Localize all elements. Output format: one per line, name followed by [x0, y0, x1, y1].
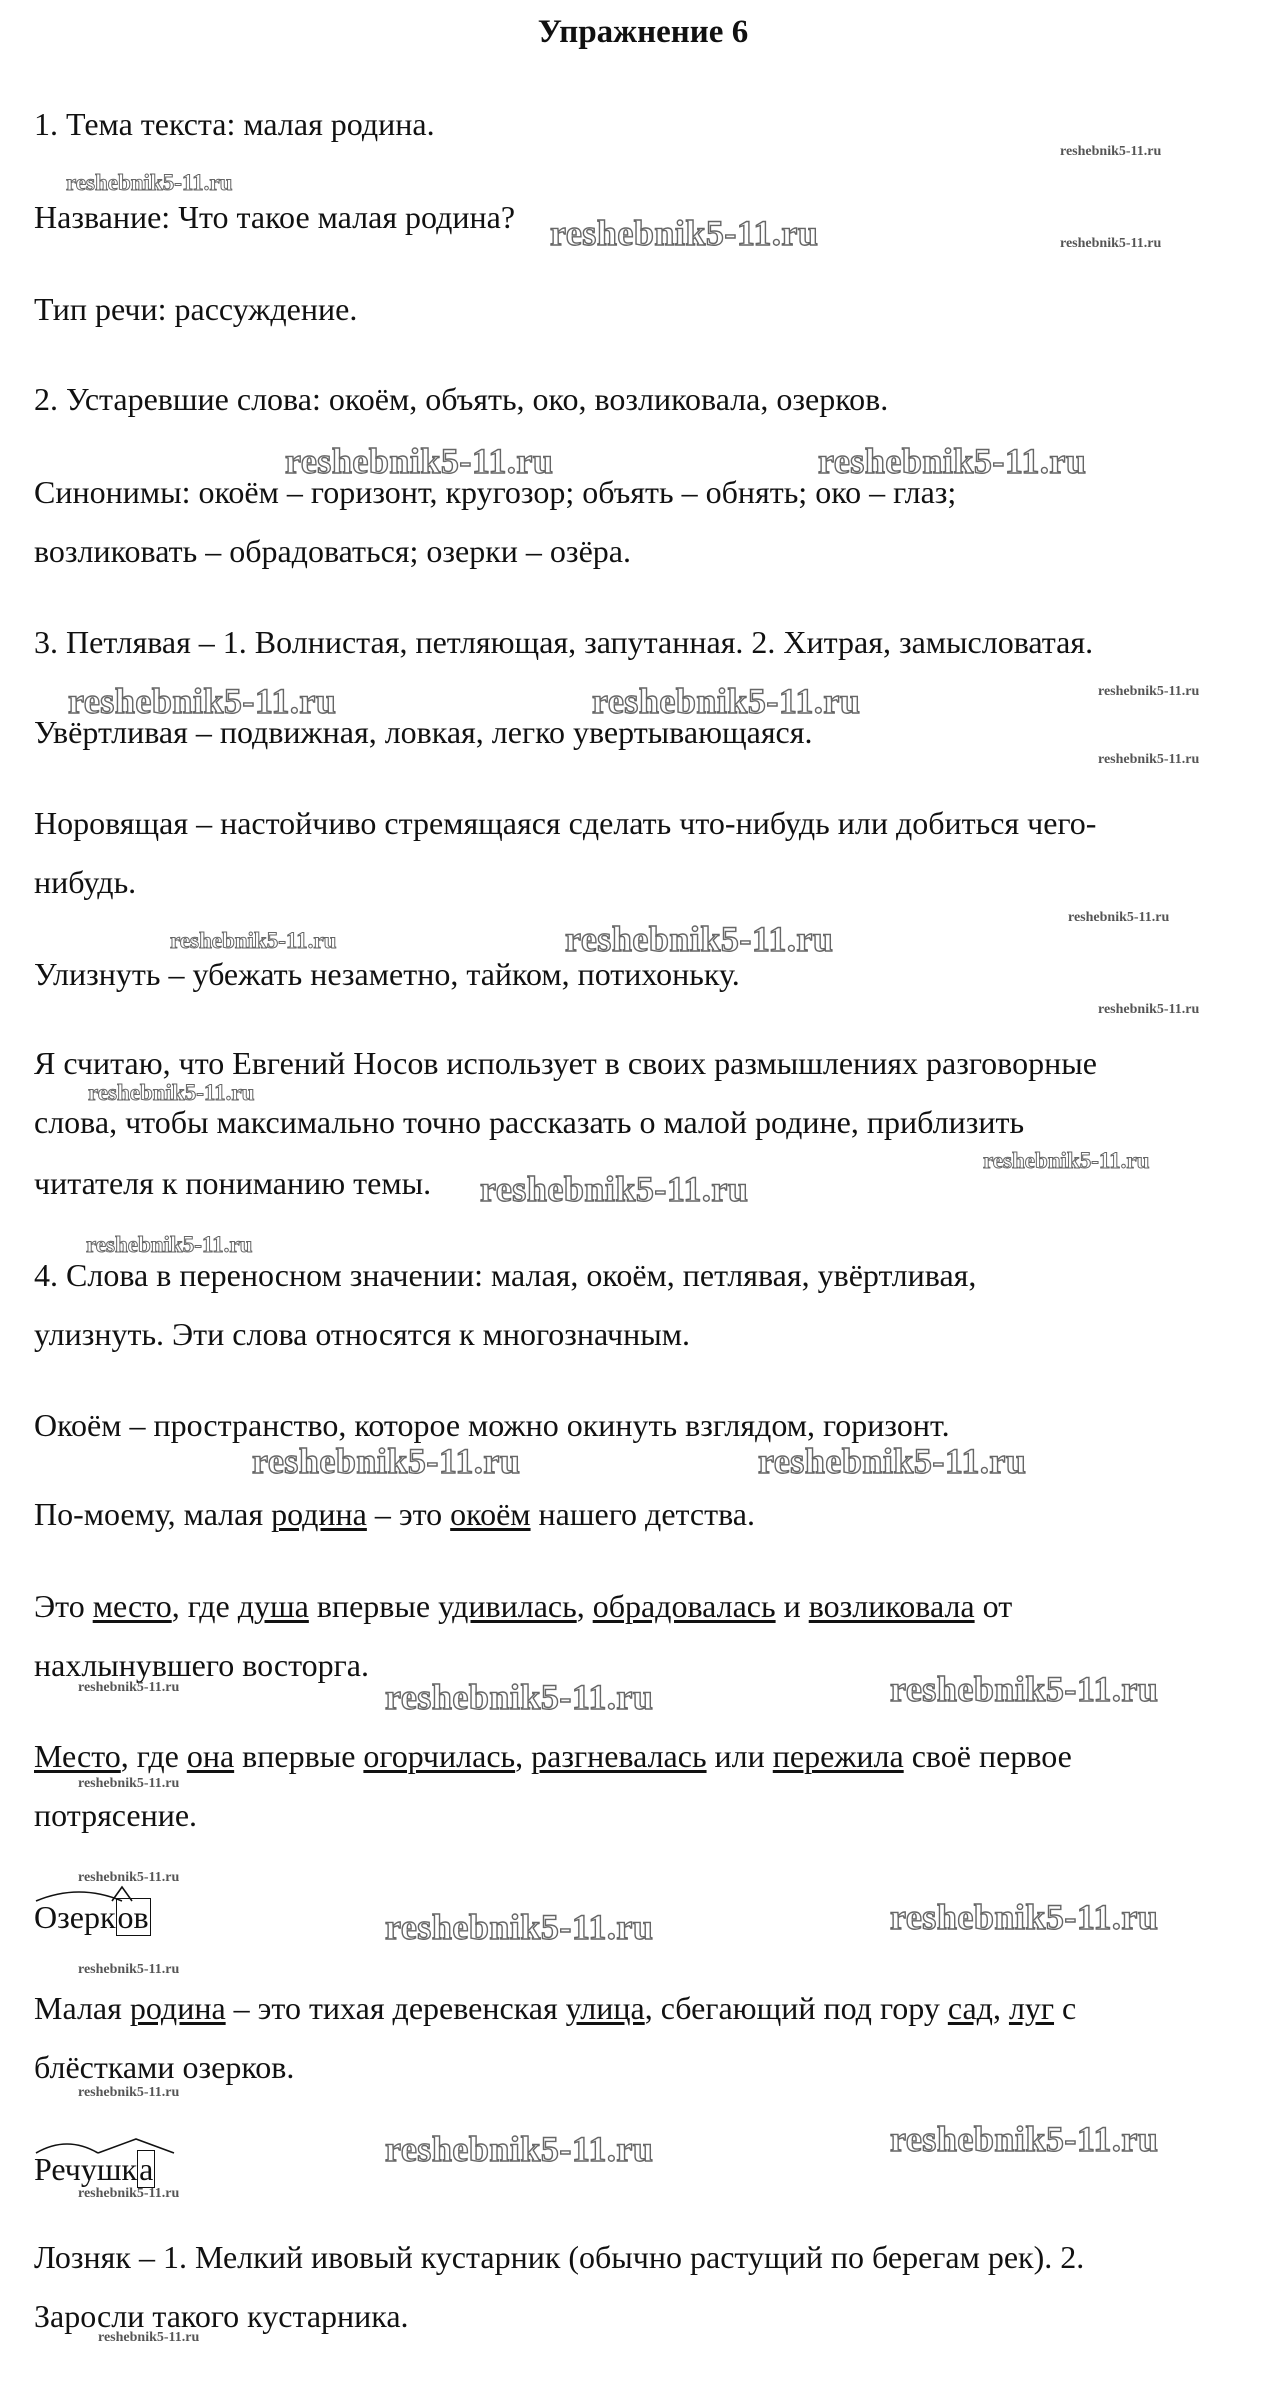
predicate-word: улица [565, 1990, 645, 2026]
watermark: reshebnik5-11.ru [170, 928, 337, 953]
text-fragment: своё первое [903, 1738, 1072, 1774]
text-line: потрясение. [34, 1797, 198, 1833]
text-fragment: , где [120, 1738, 187, 1774]
watermark: reshebnik5-11.ru [78, 2186, 180, 2201]
watermark: reshebnik5-11.ru [1098, 752, 1200, 767]
text-line: 4. Слова в переносном значении: малая, окоём, петлявая, увёртливая, [34, 1257, 977, 1293]
text-line: Улизнуть – убежать незаметно, тайком, потихоньку. [34, 956, 740, 992]
subject-word: душа [237, 1588, 309, 1624]
predicate-word: сад [947, 1990, 993, 2026]
morpheme-ending: ов [117, 1899, 149, 1935]
parsed-sentence [34, 1736, 1072, 1776]
text-fragment: , где [171, 1588, 238, 1624]
morpheme-parse-ozerkov [34, 1897, 151, 1937]
watermark: reshebnik5-11.ru [983, 1148, 1150, 1173]
text-fragment: – это [366, 1496, 451, 1532]
watermark: reshebnik5-11.ru [1098, 684, 1200, 699]
predicate-word: пережила [772, 1738, 904, 1774]
text-line: слова, чтобы максимально точно рассказать о малой родине, приблизить [34, 1104, 1025, 1140]
watermark: reshebnik5-11.ru [1060, 144, 1162, 159]
text-line: 1. Тема текста: малая родина. [34, 106, 435, 142]
text-line: Синонимы: окоём – горизонт, кругозор; объять – обнять; око – глаз; [34, 474, 957, 510]
text-line: Заросли такого кустарника. [34, 2298, 409, 2334]
watermark: reshebnik5-11.ru [252, 1441, 521, 1481]
watermark: reshebnik5-11.ru [592, 681, 861, 721]
parsed-sentence [34, 1494, 755, 1534]
watermark: reshebnik5-11.ru [480, 1169, 749, 1209]
text-fragment: или [706, 1738, 773, 1774]
morpheme-root: Речушк [34, 2151, 138, 2187]
text-line: Окоём – пространство, которое можно окинуть взглядом, горизонт. [34, 1407, 950, 1443]
watermark: reshebnik5-11.ru [890, 2119, 1159, 2159]
text-line: Я считаю, что Евгений Носов использует в своих размышлениях разговорные [34, 1045, 1097, 1081]
morpheme-parse-rechushka [34, 2149, 155, 2189]
watermark: reshebnik5-11.ru [1068, 910, 1170, 925]
text-line: читателя к пониманию темы. [34, 1165, 432, 1201]
predicate-word: удивилась [438, 1588, 577, 1624]
morpheme-root: Озерк [34, 1899, 116, 1935]
predicate-word: обрадовалась [592, 1588, 776, 1624]
watermark: reshebnik5-11.ru [66, 170, 233, 195]
text-line: Тип речи: рассуждение. [34, 291, 358, 327]
watermark: reshebnik5-11.ru [890, 1669, 1159, 1709]
watermark: reshebnik5-11.ru [565, 919, 834, 959]
subject-word: родина [129, 1990, 226, 2026]
watermark: reshebnik5-11.ru [385, 2129, 654, 2169]
watermark: reshebnik5-11.ru [68, 681, 337, 721]
text-line: Название: Что такое малая родина? [34, 199, 516, 235]
text-fragment: Малая [34, 1990, 130, 2026]
predicate-word: место [92, 1588, 172, 1624]
text-line: 3. Петлявая – 1. Волнистая, петляющая, запутанная. 2. Хитрая, замысловатая. [34, 624, 1094, 660]
watermark: reshebnik5-11.ru [550, 213, 819, 253]
text-fragment: впервые [234, 1738, 364, 1774]
text-line: Увёртливая – подвижная, ловкая, легко увертывающаяся. [34, 714, 813, 750]
predicate-word: луг [1008, 1990, 1055, 2026]
text-fragment: нашего детства. [530, 1496, 755, 1532]
predicate-word: окоём [450, 1496, 531, 1532]
watermark: reshebnik5-11.ru [758, 1441, 1027, 1481]
parsed-sentence [34, 1988, 1076, 2028]
text-fragment: впервые [308, 1588, 439, 1624]
subject-word: родина [271, 1496, 367, 1532]
text-fragment: , сбегающий под гору [644, 1990, 948, 2026]
watermark: reshebnik5-11.ru [285, 441, 554, 481]
text-line: улизнуть. Эти слова относятся к многозначным. [34, 1316, 690, 1352]
watermark: reshebnik5-11.ru [78, 1870, 180, 1885]
predicate-word: огорчилась [363, 1738, 516, 1774]
subject-word: она [186, 1738, 235, 1774]
text-fragment: – это тихая деревенская [225, 1990, 566, 2026]
watermark: reshebnik5-11.ru [78, 2085, 180, 2100]
text-line: нахлынувшего восторга. [34, 1647, 369, 1683]
watermark: reshebnik5-11.ru [1098, 1002, 1200, 1017]
watermark: reshebnik5-11.ru [78, 1776, 180, 1791]
morpheme-marks [34, 1883, 174, 1903]
parsed-sentence [34, 1586, 1012, 1626]
text-fragment: , [515, 1738, 532, 1774]
watermark: reshebnik5-11.ru [385, 1907, 654, 1947]
text-fragment: , [992, 1990, 1009, 2026]
text-line: 2. Устаревшие слова: окоём, объять, око, возликовала, озерков. [34, 381, 889, 417]
watermark: reshebnik5-11.ru [78, 1680, 180, 1695]
page-title: Упражнение 6 [537, 14, 749, 50]
text-line: Лозняк – 1. Мелкий ивовый кустарник (обычно растущий по берегам рек). 2. [34, 2239, 1085, 2275]
text-line: Норовящая – настойчиво стремящаяся сделать что-нибудь или добиться чего- [34, 805, 1097, 841]
watermark: reshebnik5-11.ru [86, 1232, 253, 1257]
morpheme-marks [34, 2135, 194, 2155]
predicate-word: возликовала [808, 1588, 975, 1624]
watermark: reshebnik5-11.ru [890, 1897, 1159, 1937]
predicate-word: разгневалась [531, 1738, 707, 1774]
watermark: reshebnik5-11.ru [88, 1080, 255, 1105]
predicate-word: Место [34, 1738, 121, 1774]
watermark: reshebnik5-11.ru [818, 441, 1087, 481]
text-fragment: и [775, 1588, 809, 1624]
text-fragment: , [576, 1588, 593, 1624]
morpheme-ending: а [139, 2151, 154, 2187]
watermark: reshebnik5-11.ru [98, 2330, 200, 2345]
text-fragment: с [1054, 1990, 1077, 2026]
text-fragment: По-моему, малая [34, 1496, 272, 1532]
watermark: reshebnik5-11.ru [1060, 236, 1162, 251]
watermark: reshebnik5-11.ru [385, 1677, 654, 1717]
text-fragment: от [974, 1588, 1013, 1624]
text-line: нибудь. [34, 864, 137, 900]
watermark: reshebnik5-11.ru [78, 1962, 180, 1977]
text-line: возликовать – обрадоваться; озерки – озёра. [34, 533, 631, 569]
text-line: блёстками озерков. [34, 2049, 295, 2085]
text-fragment: Это [34, 1588, 93, 1624]
